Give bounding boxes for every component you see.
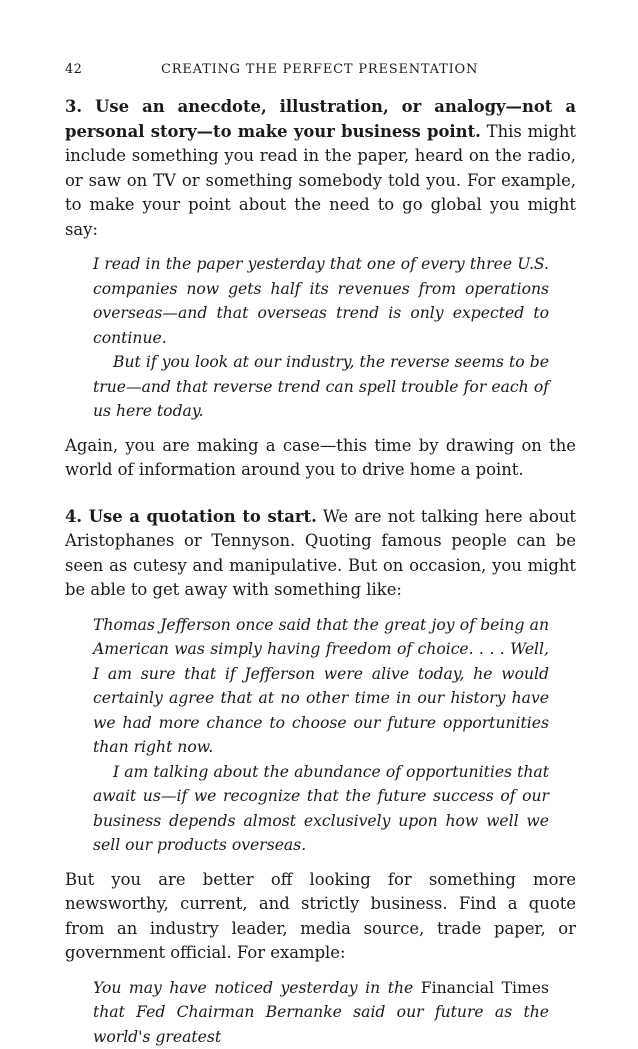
section-4-text: We are not talking here about Aristophanes or Tennyson. Quoting famous people can be seen as cutesy and manipulative. But on occasion, you might be able to get away with something like: bbox=[65, 507, 576, 600]
section-3-heading: 3. Use an anecdote, illustration, or analogy—not a personal story—to make your business point. bbox=[65, 97, 576, 141]
section-4-quote-p1: Thomas Jefferson once said that the great joy of being an American was simply having freedom of choice. . . . Well, I am sure that if Jefferson were alive today, he would certainly agree that at no other time in our history have we had more chance to choose our future opportunities than right now. bbox=[93, 613, 549, 760]
section-4-heading: 4. Use a quotation to start. bbox=[65, 507, 317, 526]
section-3-paragraph bbox=[65, 95, 576, 242]
quote-2-part-a: You may have noticed yesterday in the bbox=[93, 979, 421, 997]
section-4-after: But you are better off looking for something more newsworthy, current, and strictly business. Find a quote from an industry leader, media source, trade paper, or government official. For example: bbox=[65, 868, 576, 966]
page-body bbox=[65, 95, 576, 1049]
page-number: 42 bbox=[65, 62, 82, 77]
section-4-quote bbox=[93, 613, 549, 858]
section-3-after: Again, you are making a case—this time by drawing on the world of information around you to drive home a point. bbox=[65, 434, 576, 483]
quote-2-part-c: that Fed Chairman Bernanke said our future as the world's greatest bbox=[93, 1003, 549, 1046]
section-4-quote-2 bbox=[93, 976, 549, 1049]
section-3-quote-p1: I read in the paper yesterday that one of every three U.S. companies now gets half its revenues from operations overseas—and that overseas trend is only expected to continue. bbox=[93, 252, 549, 350]
quote-2-publication: Financial Times bbox=[421, 979, 549, 997]
section-3-text: This might include something you read in the paper, heard on the radio, or saw on TV or something somebody told you. For example, to make your point about the need to go global you might say: bbox=[65, 122, 576, 239]
section-4-quote-2-p1 bbox=[93, 976, 549, 1049]
section-3-quote bbox=[93, 252, 549, 424]
page-header bbox=[65, 62, 576, 82]
section-4-paragraph bbox=[65, 505, 576, 603]
section-3-quote-p2: But if you look at our industry, the reverse seems to be true—and that reverse trend can spell trouble for each of us here today. bbox=[93, 350, 549, 424]
section-4-quote-p2: I am talking about the abundance of opportunities that await us—if we recognize that the future success of our business depends almost exclusively upon how well we sell our products overseas. bbox=[93, 760, 549, 858]
running-head: CREATING THE PERFECT PRESENTATION bbox=[161, 62, 478, 77]
